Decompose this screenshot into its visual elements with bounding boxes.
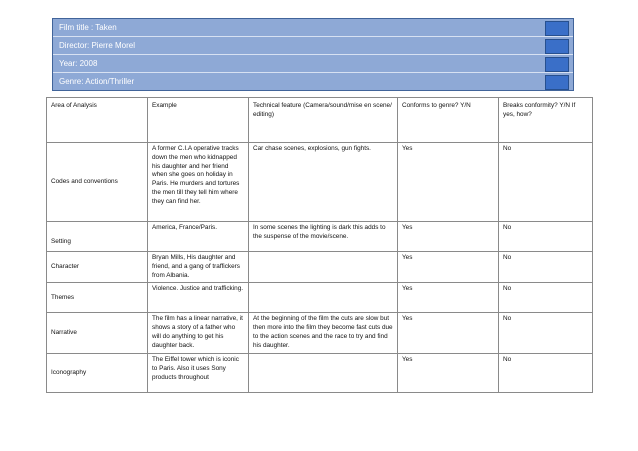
example-cell: The Eiffel tower which is iconic to Paris. Also it uses Sony products throughout [148,354,249,393]
breaks-cell: No [499,283,593,313]
genre: Genre: Action/Thriller [59,77,135,86]
technical-cell: At the beginning of the film the cuts are slow but then more into the film they become fast cuts due to the action scenes and the race to try and find his daughter. [249,313,398,354]
cell-marker [545,57,569,72]
conforms-cell: Yes [398,143,499,222]
area-cell: Narrative [47,313,148,354]
example-cell: Bryan Mills, His daughter and friend, and a gang of traffickers from Albania. [148,252,249,283]
example-cell: The film has a linear narrative, it shows a story of a father who will do anything to get his daughter back. [148,313,249,354]
film-title-row [53,19,573,37]
example-cell: America, France/Paris. [148,222,249,252]
breaks-cell: No [499,143,593,222]
technical-cell: Car chase scenes, explosions, gun fights. [249,143,398,222]
table-row [47,354,593,393]
breaks-cell: No [499,354,593,393]
technical-cell [249,354,398,393]
table-row [47,283,593,313]
breaks-cell: No [499,222,593,252]
table-row [47,313,593,354]
column-header-example: Example [148,98,249,143]
area-cell: Character [47,252,148,283]
year: Year: 2008 [59,59,98,68]
director-row [53,37,573,55]
film-info-header [52,18,574,91]
conforms-cell: Yes [398,354,499,393]
analysis-table [46,97,593,393]
table-header-row [47,98,593,143]
column-header-technical: Technical feature (Camera/sound/mise en scene/ editing) [249,98,398,143]
year-row [53,55,573,73]
breaks-cell: No [499,252,593,283]
column-header-conforms: Conforms to genre? Y/N [398,98,499,143]
area-cell: Codes and conventions [47,143,148,222]
genre-row [53,73,573,90]
conforms-cell: Yes [398,313,499,354]
conforms-cell: Yes [398,222,499,252]
example-cell: A former C.I.A operative tracks down the men who kidnapped his daughter and her friend when she goes on holiday in Paris. He murders and tortures the men till they tell him where they can find her. [148,143,249,222]
technical-cell [249,283,398,313]
conforms-cell: Yes [398,252,499,283]
breaks-cell: No [499,313,593,354]
table-row [47,222,593,252]
technical-cell: In some scenes the lighting is dark this adds to the suspense of the movie/scene. [249,222,398,252]
column-header-area: Area of Analysis [47,98,148,143]
example-cell: Violence. Justice and trafficking. [148,283,249,313]
film-title: Film title : Taken [59,23,117,32]
cell-marker [545,21,569,36]
technical-cell [249,252,398,283]
area-cell: Setting [47,222,148,252]
column-header-breaks: Breaks conformity? Y/N If yes, how? [499,98,593,143]
table-row [47,143,593,222]
cell-marker [545,75,569,90]
area-cell: Themes [47,283,148,313]
area-cell: Iconography [47,354,148,393]
director: Director: Pierre Morel [59,41,136,50]
table-row [47,252,593,283]
cell-marker [545,39,569,54]
conforms-cell: Yes [398,283,499,313]
